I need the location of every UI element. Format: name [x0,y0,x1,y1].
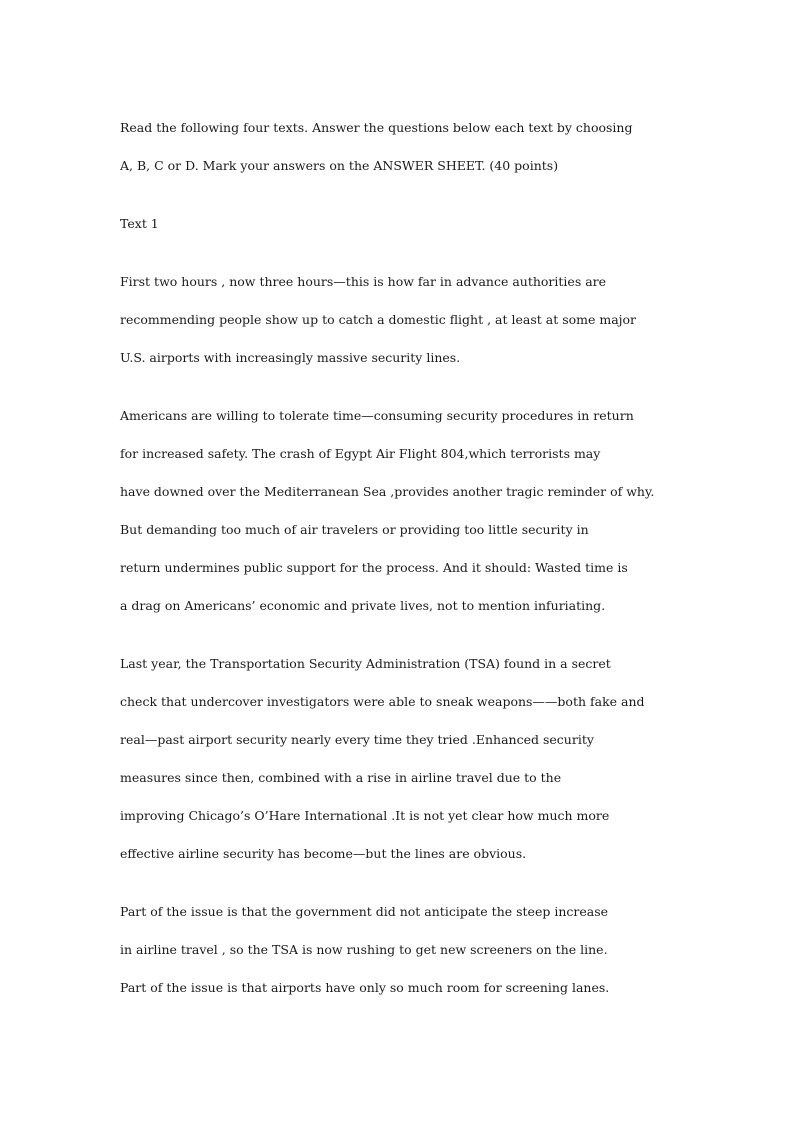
text-line: U.S. airports with increasingly massive security lines. [120,350,461,365]
instructions [120,115,680,191]
text-line: Americans are willing to tolerate time—consuming security procedures in return [120,408,634,423]
text-line: But demanding too much of air travelers or providing too little security in [120,522,589,537]
text-line: Read the following four texts. Answer the questions below each text by choosing [120,120,633,135]
section-heading: Text 1 [120,216,159,231]
text-line: First two hours , now three hours—this is how far in advance authorities are [120,274,607,289]
document-body [120,115,680,1033]
text-line: Part of the issue is that the government did not anticipate the steep increase [120,904,609,919]
text-line: measures since then, combined with a rise in airline travel due to the [120,770,562,785]
text-line: effective airline security has become—but the lines are obvious. [120,846,527,861]
text-line: A, B, C or D. Mark your answers on the ANSWER SHEET. (40 points) [120,158,559,173]
text-line: check that undercover investigators were able to sneak weapons——both fake and [120,694,645,709]
text-line: real—past airport security nearly every time they tried .Enhanced security [120,732,594,747]
text-line: recommending people show up to catch a domestic flight , at least at some major [120,312,637,327]
text-line: improving Chicago’s O’Hare International .It is not yet clear how much more [120,808,610,823]
text-line: Part of the issue is that airports have only so much room for screening lanes. [120,980,610,995]
text-line: Last year, the Transportation Security Administration (TSA) found in a secret [120,656,611,671]
text-line: a drag on Americans’ economic and private lives, not to mention infuriating. [120,598,606,613]
paragraph-1 [120,269,680,383]
paragraph-2 [120,403,680,631]
text-line: in airline travel , so the TSA is now rushing to get new screeners on the line. [120,942,608,957]
paragraph-3 [120,651,680,879]
paragraph-4 [120,899,680,1013]
section-heading-wrap [120,211,680,249]
text-line: for increased safety. The crash of Egypt Air Flight 804,which terrorists may [120,446,601,461]
text-line: return undermines public support for the process. And it should: Wasted time is [120,560,628,575]
text-line: have downed over the Mediterranean Sea ,provides another tragic reminder of why. [120,484,655,499]
